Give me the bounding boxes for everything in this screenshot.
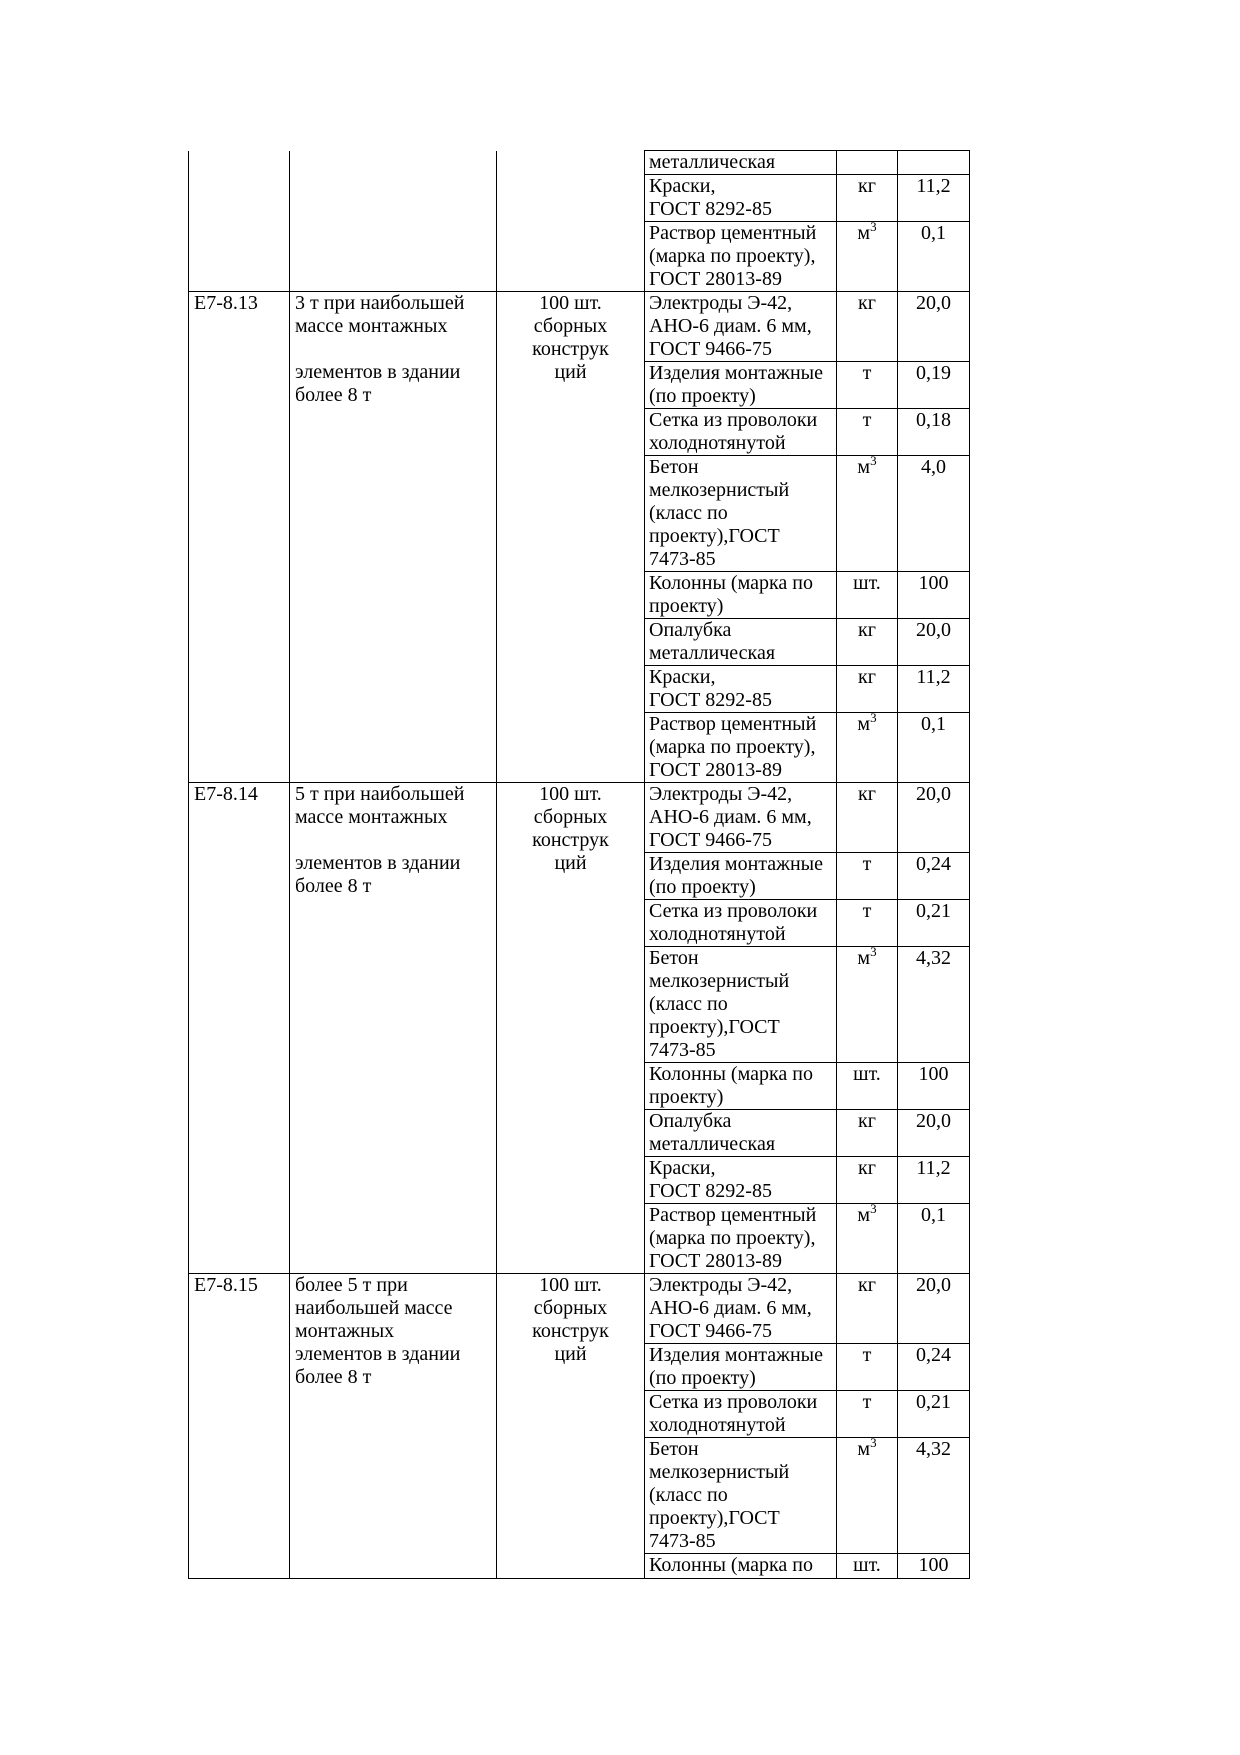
unit-text: т (862, 1391, 872, 1413)
resource-line: Колонны (марка по (649, 572, 813, 594)
resource-line: проекту) (649, 1086, 724, 1108)
quantity-cell (898, 713, 970, 783)
resource-line: ГОСТ 8292-85 (649, 1180, 772, 1202)
resource-line: металлическая (649, 642, 776, 664)
quantity-cell (898, 175, 970, 222)
resource-cell (645, 947, 837, 1063)
unit-cell (837, 1344, 898, 1391)
resource-line: Раствор цементный (649, 222, 817, 244)
unit-cell (837, 572, 898, 619)
quantity-cell (898, 1157, 970, 1204)
unit-cell (837, 222, 898, 292)
quantity-value: 11,2 (916, 666, 951, 688)
measure-line: 100 шт. (539, 1274, 602, 1296)
code-cell (189, 292, 290, 783)
quantity-value: 100 (918, 1063, 949, 1085)
measure-line: конструк (532, 1320, 609, 1342)
unit-cell (837, 783, 898, 853)
table-row (189, 151, 970, 175)
description-line: элементов в здании (295, 852, 461, 874)
code-cell (189, 1274, 290, 1579)
quantity-value: 0,1 (921, 1204, 946, 1226)
unit-cell (837, 151, 898, 175)
resource-cell (645, 1110, 837, 1157)
quantity-value: 20,0 (916, 619, 951, 641)
quantity-value: 20,0 (916, 292, 951, 314)
unit-text: м (857, 456, 871, 478)
item-code: Е7-8.15 (194, 1274, 258, 1296)
unit-cell (837, 456, 898, 572)
measure-line: 100 шт. (539, 783, 602, 805)
quantity-value: 4,0 (921, 456, 946, 478)
resource-line: Колонны (марка по (649, 1063, 813, 1085)
resource-cell (645, 222, 837, 292)
quantity-value: 0,21 (916, 900, 951, 922)
quantity-value: 20,0 (916, 1274, 951, 1296)
unit-text: т (862, 362, 872, 384)
quantity-cell (898, 1391, 970, 1438)
resource-line: металлическая (649, 1133, 776, 1155)
resource-line: (класс по (649, 502, 728, 524)
unit-superscript: 3 (870, 712, 877, 725)
resource-line: Раствор цементный (649, 1204, 817, 1226)
quantity-cell (898, 409, 970, 456)
quantity-cell (898, 362, 970, 409)
quantity-cell (898, 222, 970, 292)
resource-cell (645, 900, 837, 947)
resource-line: ГОСТ 9466-75 (649, 829, 772, 851)
unit-text: т (862, 409, 872, 431)
description-line: массе монтажных (295, 806, 448, 828)
measure-line: ций (554, 852, 587, 874)
resource-line: проекту),ГОСТ (649, 1507, 780, 1529)
unit-cell (837, 362, 898, 409)
unit-cell (837, 1204, 898, 1274)
unit-text: кг (858, 1110, 876, 1132)
measure-line: конструк (532, 829, 609, 851)
quantity-cell (898, 900, 970, 947)
resource-cell (645, 713, 837, 783)
measure-line: конструк (532, 338, 609, 360)
unit-superscript: 3 (870, 1203, 877, 1216)
resource-line: проекту),ГОСТ (649, 525, 780, 547)
quantity-value: 0,24 (916, 853, 951, 875)
unit-cell (837, 175, 898, 222)
unit-cell (837, 666, 898, 713)
resource-cell (645, 362, 837, 409)
unit-text: шт. (853, 1554, 881, 1576)
resource-line: (марка по проекту), (649, 1227, 816, 1249)
unit-text: м (857, 222, 871, 244)
description-line: наибольшей массе (295, 1297, 453, 1319)
unit-cell (837, 1157, 898, 1204)
resource-cell (645, 619, 837, 666)
measure-line: ций (554, 1343, 587, 1365)
resource-line: (марка по проекту), (649, 736, 816, 758)
quantity-value: 20,0 (916, 783, 951, 805)
resource-cell (645, 292, 837, 362)
resource-cell (645, 1274, 837, 1344)
resource-line: Электроды Э-42, (649, 1274, 793, 1296)
resource-line: проекту),ГОСТ (649, 1016, 780, 1038)
item-code: Е7-8.14 (194, 783, 258, 805)
measure-line: сборных (533, 315, 608, 337)
resource-line: (класс по (649, 1484, 728, 1506)
quantity-value: 4,32 (916, 1438, 951, 1460)
unit-text: шт. (853, 1063, 881, 1085)
resource-line: АНО-6 диам. 6 мм, (649, 315, 812, 337)
unit-cell (837, 1110, 898, 1157)
description-cell (290, 1274, 497, 1579)
resource-line: Изделия монтажные (649, 1344, 823, 1366)
quantity-value: 0,18 (916, 409, 951, 431)
description-line: массе монтажных (295, 315, 448, 337)
quantity-value: 11,2 (916, 1157, 951, 1179)
resource-line: Бетон (649, 1438, 699, 1460)
unit-text: кг (858, 175, 876, 197)
quantity-value: 100 (918, 1554, 949, 1576)
resource-line: Изделия монтажные (649, 853, 823, 875)
resource-line: Краски, (649, 666, 716, 688)
resource-cell (645, 783, 837, 853)
quantity-cell (898, 947, 970, 1063)
quantity-value: 100 (918, 572, 949, 594)
unit-cell (837, 947, 898, 1063)
resource-line: ГОСТ 8292-85 (649, 198, 772, 220)
unit-text: т (862, 900, 872, 922)
quantity-cell (898, 619, 970, 666)
unit-text: кг (858, 1157, 876, 1179)
resource-cell (645, 666, 837, 713)
resource-line: АНО-6 диам. 6 мм, (649, 806, 812, 828)
unit-text: шт. (853, 572, 881, 594)
unit-superscript: 3 (870, 455, 877, 468)
unit-cell (837, 713, 898, 783)
item-code: Е7-8.13 (194, 292, 258, 314)
resource-line: мелкозернистый (649, 479, 790, 501)
resource-line: (по проекту) (649, 1367, 756, 1389)
resource-cell (645, 572, 837, 619)
resource-line: ГОСТ 28013-89 (649, 759, 782, 781)
resource-line: (по проекту) (649, 385, 756, 407)
quantity-value: 4,32 (916, 947, 951, 969)
resource-cell (645, 409, 837, 456)
resource-line: Опалубка (649, 1110, 732, 1132)
quantity-value: 0,1 (921, 222, 946, 244)
description-line: элементов в здании (295, 1343, 461, 1365)
quantity-cell (898, 572, 970, 619)
measure-unit-cell (497, 151, 645, 292)
quantity-value: 0,24 (916, 1344, 951, 1366)
norms-table (188, 150, 970, 1579)
measure-unit-cell (497, 292, 645, 783)
measure-line: ций (554, 361, 587, 383)
quantity-cell (898, 1438, 970, 1554)
quantity-cell (898, 1204, 970, 1274)
resource-line: Электроды Э-42, (649, 783, 793, 805)
description-line: монтажных (295, 1320, 395, 1342)
resource-line: ГОСТ 8292-85 (649, 689, 772, 711)
quantity-value: 11,2 (916, 175, 951, 197)
description-line: более 5 т при (295, 1274, 408, 1296)
resource-line: проекту) (649, 595, 724, 617)
unit-cell (837, 1063, 898, 1110)
quantity-cell (898, 1554, 970, 1579)
resource-line: Сетка из проволоки (649, 900, 818, 922)
quantity-value: 20,0 (916, 1110, 951, 1132)
resource-cell (645, 1391, 837, 1438)
description-line: 3 т при наибольшей (295, 292, 465, 314)
unit-text: кг (858, 1274, 876, 1296)
unit-superscript: 3 (870, 946, 877, 959)
resource-line: (по проекту) (649, 876, 756, 898)
unit-cell (837, 619, 898, 666)
quantity-cell (898, 1274, 970, 1344)
resource-line: 7473-85 (649, 1530, 716, 1552)
resource-line: мелкозернистый (649, 1461, 790, 1483)
unit-cell (837, 1554, 898, 1579)
resource-line: Краски, (649, 1157, 716, 1179)
description-cell (290, 151, 497, 292)
quantity-value: 0,19 (916, 362, 951, 384)
resource-line: Бетон (649, 456, 699, 478)
resource-line: 7473-85 (649, 1039, 716, 1061)
description-line: 5 т при наибольшей (295, 783, 465, 805)
resource-cell (645, 1063, 837, 1110)
table-row (189, 292, 970, 362)
resource-line: (марка по проекту), (649, 245, 816, 267)
description-line: элементов в здании (295, 361, 461, 383)
description-line: более 8 т (295, 384, 372, 406)
table-row (189, 783, 970, 853)
description-line: более 8 т (295, 875, 372, 897)
resource-line: металлическая (649, 151, 776, 173)
resource-line: Раствор цементный (649, 713, 817, 735)
resource-line: ГОСТ 9466-75 (649, 1320, 772, 1342)
resource-line: (класс по (649, 993, 728, 1015)
quantity-cell (898, 783, 970, 853)
measure-unit-cell (497, 783, 645, 1274)
quantity-cell (898, 1110, 970, 1157)
quantity-cell (898, 456, 970, 572)
line-spacer (295, 829, 491, 852)
unit-cell (837, 853, 898, 900)
resource-line: АНО-6 диам. 6 мм, (649, 1297, 812, 1319)
resource-line: 7473-85 (649, 548, 716, 570)
table-row (189, 1274, 970, 1344)
resource-cell (645, 151, 837, 175)
unit-cell (837, 1391, 898, 1438)
quantity-cell (898, 1344, 970, 1391)
quantity-value: 0,1 (921, 713, 946, 735)
resource-cell (645, 456, 837, 572)
unit-text: т (862, 853, 872, 875)
unit-text: кг (858, 783, 876, 805)
unit-text: м (857, 1204, 871, 1226)
resource-line: холоднотянутой (649, 1414, 786, 1436)
resource-line: Сетка из проволоки (649, 1391, 818, 1413)
quantity-cell (898, 151, 970, 175)
unit-superscript: 3 (870, 221, 877, 234)
unit-cell (837, 1274, 898, 1344)
resource-line: Опалубка (649, 619, 732, 641)
measure-unit-cell (497, 1274, 645, 1579)
description-cell (290, 292, 497, 783)
unit-cell (837, 292, 898, 362)
line-spacer (295, 338, 491, 361)
resource-line: Бетон (649, 947, 699, 969)
description-line: более 8 т (295, 1366, 372, 1388)
unit-text: кг (858, 292, 876, 314)
resource-line: ГОСТ 28013-89 (649, 1250, 782, 1272)
resource-line: Электроды Э-42, (649, 292, 793, 314)
measure-line: сборных (533, 1297, 608, 1319)
measure-line: 100 шт. (539, 292, 602, 314)
unit-text: т (862, 1344, 872, 1366)
unit-text: кг (858, 619, 876, 641)
resource-cell (645, 1554, 837, 1579)
resource-line: Сетка из проволоки (649, 409, 818, 431)
quantity-cell (898, 1063, 970, 1110)
resource-line: Краски, (649, 175, 716, 197)
resource-line: холоднотянутой (649, 923, 786, 945)
unit-text: м (857, 713, 871, 735)
resource-line: мелкозернистый (649, 970, 790, 992)
resource-cell (645, 853, 837, 900)
unit-cell (837, 900, 898, 947)
resource-line: холоднотянутой (649, 432, 786, 454)
quantity-cell (898, 666, 970, 713)
quantity-cell (898, 853, 970, 900)
unit-text: м (857, 947, 871, 969)
resource-line: Изделия монтажные (649, 362, 823, 384)
quantity-value: 0,21 (916, 1391, 951, 1413)
unit-text: м (857, 1438, 871, 1460)
quantity-cell (898, 292, 970, 362)
description-cell (290, 783, 497, 1274)
norms-table-body (189, 151, 970, 1579)
resource-cell (645, 1438, 837, 1554)
code-cell (189, 151, 290, 292)
resource-cell (645, 1204, 837, 1274)
measure-line: сборных (533, 806, 608, 828)
unit-cell (837, 1438, 898, 1554)
resource-line: Колонны (марка по (649, 1554, 813, 1576)
resource-cell (645, 1157, 837, 1204)
unit-cell (837, 409, 898, 456)
resource-cell (645, 1344, 837, 1391)
resource-line: ГОСТ 9466-75 (649, 338, 772, 360)
unit-superscript: 3 (870, 1437, 877, 1450)
resource-cell (645, 175, 837, 222)
unit-text: кг (858, 666, 876, 688)
code-cell (189, 783, 290, 1274)
resource-line: ГОСТ 28013-89 (649, 268, 782, 290)
